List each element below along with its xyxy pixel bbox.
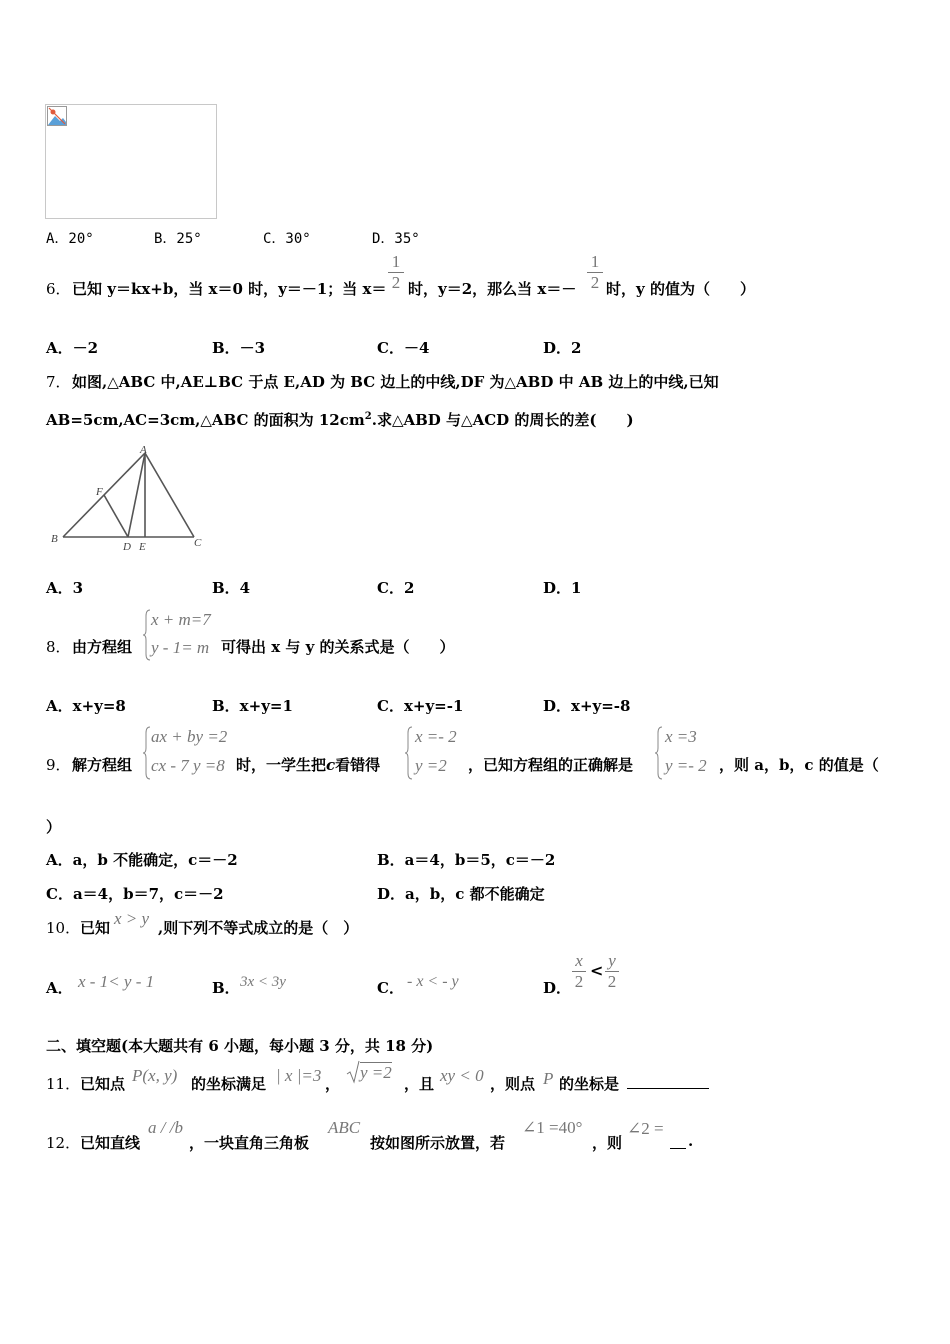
q9-system-2 [405,725,467,781]
q5-option-d: D．35° [372,231,420,247]
q8-system [143,608,219,662]
q7-option-b: B．4 [212,579,251,597]
q9-text6: ） [46,818,62,836]
q6-frac2-den: 2 [587,272,603,293]
q6-fraction-1 [388,252,404,293]
q7-number: 7． [46,373,71,391]
sqrt-sign [346,1060,360,1084]
q11-text2: 的坐标满足 [191,1075,267,1093]
q9-system-3 [655,725,719,781]
q8-option-d: D．x+y=-8 [543,697,631,715]
q8-number: 8． [46,638,71,656]
q6-text1: 已知 y＝kx+b，当 x＝0 时，y＝－1；当 x＝ [72,280,387,298]
q12-angle2: ∠2 = [627,1119,664,1138]
side-ac [145,453,194,537]
q12-number: 12． [46,1134,81,1152]
q9-sys3-eq1: x =3 [665,727,697,746]
q6-text3: 时，y 的值为（ ） [606,280,755,298]
q8-eq1: x + m=7 [151,610,211,629]
q5-option-a: A．20° [46,231,94,247]
q10-text1: 已知 [80,919,111,937]
label-e: E [139,541,146,553]
median-df [104,495,128,537]
q9-text5: ，则 a，b，c 的值是（ [719,756,879,774]
q8-option-c: C．x+y=-1 [377,697,464,715]
q11-sqrt-expr: y =2 [360,1063,392,1082]
q10-d-den1: 2 [572,971,586,992]
section2-title: 二、填空题(本大题共有 6 小题，每小题 3 分，共 18 分) [46,1037,434,1055]
q11-abs: | x |=3 [276,1066,322,1085]
q12-text3: 按如图所示放置，若 [370,1134,506,1152]
q9-text2 [236,754,380,775]
q12-angle1: ∠1 =40° [522,1118,583,1137]
q8-option-b: B．x+y=1 [212,697,293,715]
q9-option-d: D．a，b，c 都不能确定 [377,885,545,903]
q9-sys1-eq1: ax + by =2 [151,727,228,746]
label-d: D [123,541,131,553]
broken-image-icon [47,106,67,130]
q10-text2: ,则下列不等式成立的是（ ） [158,919,359,937]
q12-text4: ，则 [592,1134,623,1152]
q11-number: 11． [46,1075,81,1093]
label-b: B [51,533,58,545]
q10-option-d-lt: < [590,961,604,980]
q11-prod: xy < 0 [440,1066,484,1085]
q9-text1: 解方程组 [72,756,133,774]
q9-text4: ，已知方程组的正确解是 [468,756,634,774]
q11-p: P [543,1069,554,1088]
q10-option-d-frac1 [572,951,586,992]
q6-number: 6． [46,280,71,298]
q11-answer-blank[interactable] [627,1072,709,1089]
q6-fraction-2 [587,252,603,293]
median-ad [128,453,145,537]
q9-option-c: C．a＝4，b＝7，c＝－2 [46,885,224,903]
q6-frac1-num: 1 [391,252,401,271]
q6-frac2-num: 1 [590,252,600,271]
q12-text1: 已知直线 [80,1134,141,1152]
q11-text3: ， [325,1075,341,1093]
q6-option-b: B．－3 [212,339,266,357]
q10-option-b-label: B． [212,979,240,997]
q11-text5: ，则点 [490,1075,536,1093]
q9-number: 9． [46,756,71,774]
q9-option-a: A．a，b 不能确定，c＝－2 [46,851,238,869]
q10-d-num1: x [575,951,583,970]
label-c: C [194,537,202,549]
q7-line2 [46,409,634,430]
q12-answer-blank[interactable] [670,1132,686,1149]
q9-sys2-eq2: y =2 [415,756,447,775]
q10-option-b: 3x < 3y [240,974,286,990]
q9-sys2-eq1: x =- 2 [415,727,457,746]
q9-text2-a: 时，一学生把 [236,756,327,774]
q6-option-d: D．2 [543,339,582,357]
q5-option-b: B．25° [154,231,202,247]
q9-sys1-eq2: cx - 7 y =8 [151,756,225,775]
q10-option-c: - x < - y [407,973,459,990]
q8-text2: 可得出 x 与 y 的关系式是（ ） [221,638,455,656]
q10-option-d-frac2 [605,951,619,992]
q12-triangle: ABC [328,1118,361,1137]
q10-option-a: x - 1< y - 1 [78,972,155,991]
q12-text5: . [688,1132,694,1150]
q6-option-c: C．－4 [377,339,430,357]
q6-text2: 时，y＝2，那么当 x＝－ [408,280,577,298]
q7-triangle-figure [46,442,216,557]
q8-eq2: y - 1= m [151,638,210,657]
q7-line2b: .求△ABD 与△ACD 的周长的差( ) [371,411,634,429]
q10-option-a-label: A． [46,979,73,997]
q9-sys3-eq2: y =- 2 [665,756,707,775]
q8-option-a: A．x+y=8 [46,697,126,715]
q11-text4: ，且 [404,1075,435,1093]
q10-option-c-label: C． [377,979,404,997]
q9-text3: 看错得 [335,756,381,774]
q7-line2a: AB=5cm,AC=3cm,△ABC 的面积为 12cm [46,411,365,429]
q7-option-a: A．3 [46,579,84,597]
q7-option-c: C．2 [377,579,415,597]
q6-option-a: A．－2 [46,339,99,357]
q9-system-1 [143,725,237,781]
label-f: F [96,486,103,498]
q9-c-var: c [326,756,336,774]
q11-text1: 已知点 [80,1075,126,1093]
q9-option-b: B．a＝4，b＝5，c＝－2 [377,851,556,869]
label-a: A [140,444,147,456]
q10-condition: x > y [114,909,150,928]
q5-option-c: C．30° [263,231,311,247]
q6-frac1-den: 2 [388,272,404,293]
q10-option-d-label: D． [543,979,572,997]
q7-sup: 2 [364,411,372,422]
q10-number: 10． [46,919,81,937]
q11-text6: 的坐标是 [559,1075,620,1093]
q12-parallel: a / /b [148,1118,183,1137]
q7-line1: 如图,△ABC 中,AE⊥BC 于点 E,AD 为 BC 边上的中线,DF 为△ABD 中 AB 边上的中线,已知 [72,373,719,391]
q10-d-den2: 2 [605,971,619,992]
q8-text1: 由方程组 [72,638,133,656]
broken-image-placeholder [45,104,217,219]
q12-text2: ，一块直角三角板 [189,1134,310,1152]
q7-option-d: D．1 [543,579,582,597]
q11-point: P(x, y) [132,1066,178,1085]
q10-d-num2: y [608,951,616,970]
